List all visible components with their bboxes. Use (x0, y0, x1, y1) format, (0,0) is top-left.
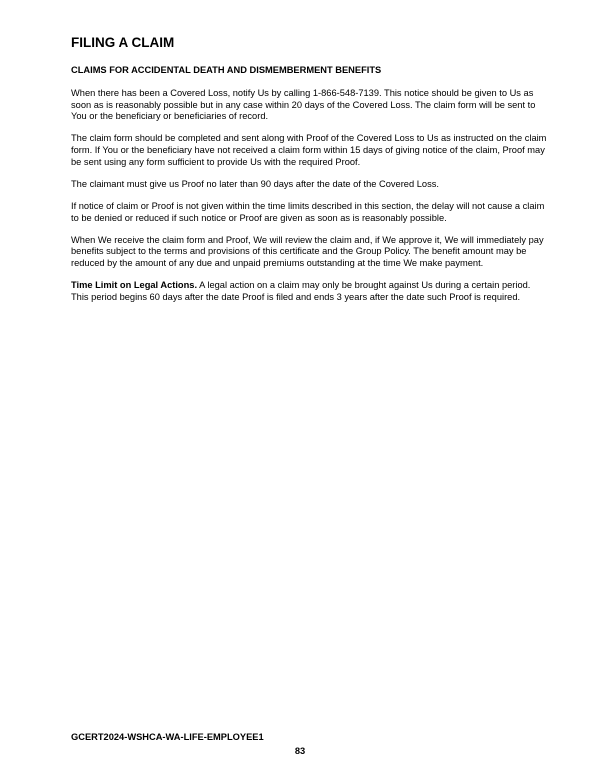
paragraph-claim-form: The claim form should be completed and sent along with Proof of the Covered Loss to Us as instructed on the claim form. If You or the beneficiary have not received a claim form within 15 days of giving notice of the claim, Proof may be sent using any form sufficient to provide Us with the required Proof. (71, 133, 547, 167)
legal-actions-heading: Time Limit on Legal Actions. (71, 280, 198, 291)
page-number: 83 (294, 746, 306, 756)
paragraph-proof-deadline: The claimant must give us Proof no later than 90 days after the date of the Covered Loss. (71, 178, 439, 189)
paragraph-payment: When We receive the claim form and Proof, We will review the claim and, if We approve it, We will immediately pay benefits subject to the terms and provisions of this certificate and the Group Policy. The benefit amount may be reduced by the amount of any due and unpaid premiums outstanding at the time We make payment. (71, 234, 544, 268)
paragraph-late-notice: If notice of claim or Proof is not given within the time limits described in this section, the delay will not cause a claim to be denied or reduced if such notice or Proof are given as soon as is reasonably possible. (71, 200, 545, 223)
section-subtitle: CLAIMS FOR ACCIDENTAL DEATH AND DISMEMBERMENT BENEFITS (71, 65, 382, 75)
document-body (71, 35, 549, 314)
footer-document-code: GCERT2024-WSHCA-WA-LIFE-EMPLOYEE1 (71, 732, 264, 742)
legal-actions-text: A legal action on a claim may only be brought against Us during a certain period. This period begins 60 days after the date Proof is filed and ends 3 years after the date such Proof is required. (71, 280, 531, 302)
paragraph-notice: When there has been a Covered Loss, notify Us by calling 1-866-548-7139. This notice should be given to Us as soon as is reasonably possible but in any case within 20 days of the Covered Loss. The claim form will be sent to You or the beneficiary or beneficiaries of record. (71, 88, 536, 122)
paragraph-legal-actions (71, 280, 549, 303)
section-title: FILING A CLAIM (71, 35, 175, 50)
